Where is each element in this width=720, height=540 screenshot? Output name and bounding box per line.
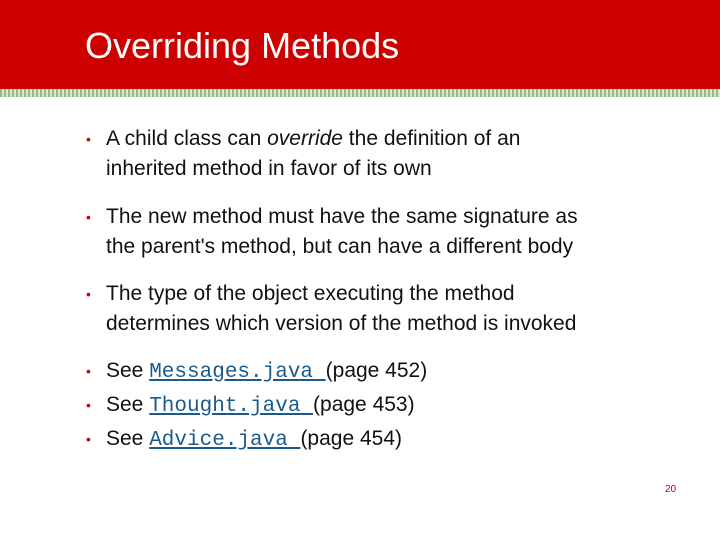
- bullet-3-line-1: The type of the object executing the method: [106, 282, 515, 305]
- bullet-marker: •: [86, 209, 91, 225]
- bullet-3-line-2: determines which version of the method is invoked: [106, 312, 577, 335]
- bullet-marker: •: [86, 363, 91, 379]
- title-bar: [0, 0, 720, 89]
- slide-title: Overriding Methods: [85, 25, 400, 66]
- bullet-1-line-2: inherited method in favor of its own: [106, 157, 432, 180]
- page-number: 20: [665, 484, 677, 495]
- bullet-2-line-2: the parent's method, but can have a different body: [106, 235, 574, 258]
- advice-java-link[interactable]: Advice.java: [149, 429, 301, 452]
- see-item-messages: See Messages.java (page 452): [106, 359, 428, 384]
- bullet-marker: •: [86, 286, 91, 302]
- bullet-1-line-1: A child class can override the definition of an: [106, 127, 521, 150]
- see-item-thought: See Thought.java (page 453): [106, 393, 415, 418]
- bullet-2-line-1: The new method must have the same signature as: [106, 205, 578, 228]
- override-emphasis: override: [267, 127, 343, 150]
- bullet-marker: •: [86, 397, 91, 413]
- messages-java-link[interactable]: Messages.java: [149, 361, 326, 384]
- bullet-marker: •: [86, 431, 91, 447]
- see-item-advice: See Advice.java (page 454): [106, 427, 403, 452]
- bullet-marker: •: [86, 131, 91, 147]
- thought-java-link[interactable]: Thought.java: [149, 395, 314, 418]
- title-divider-stripe: [0, 89, 720, 97]
